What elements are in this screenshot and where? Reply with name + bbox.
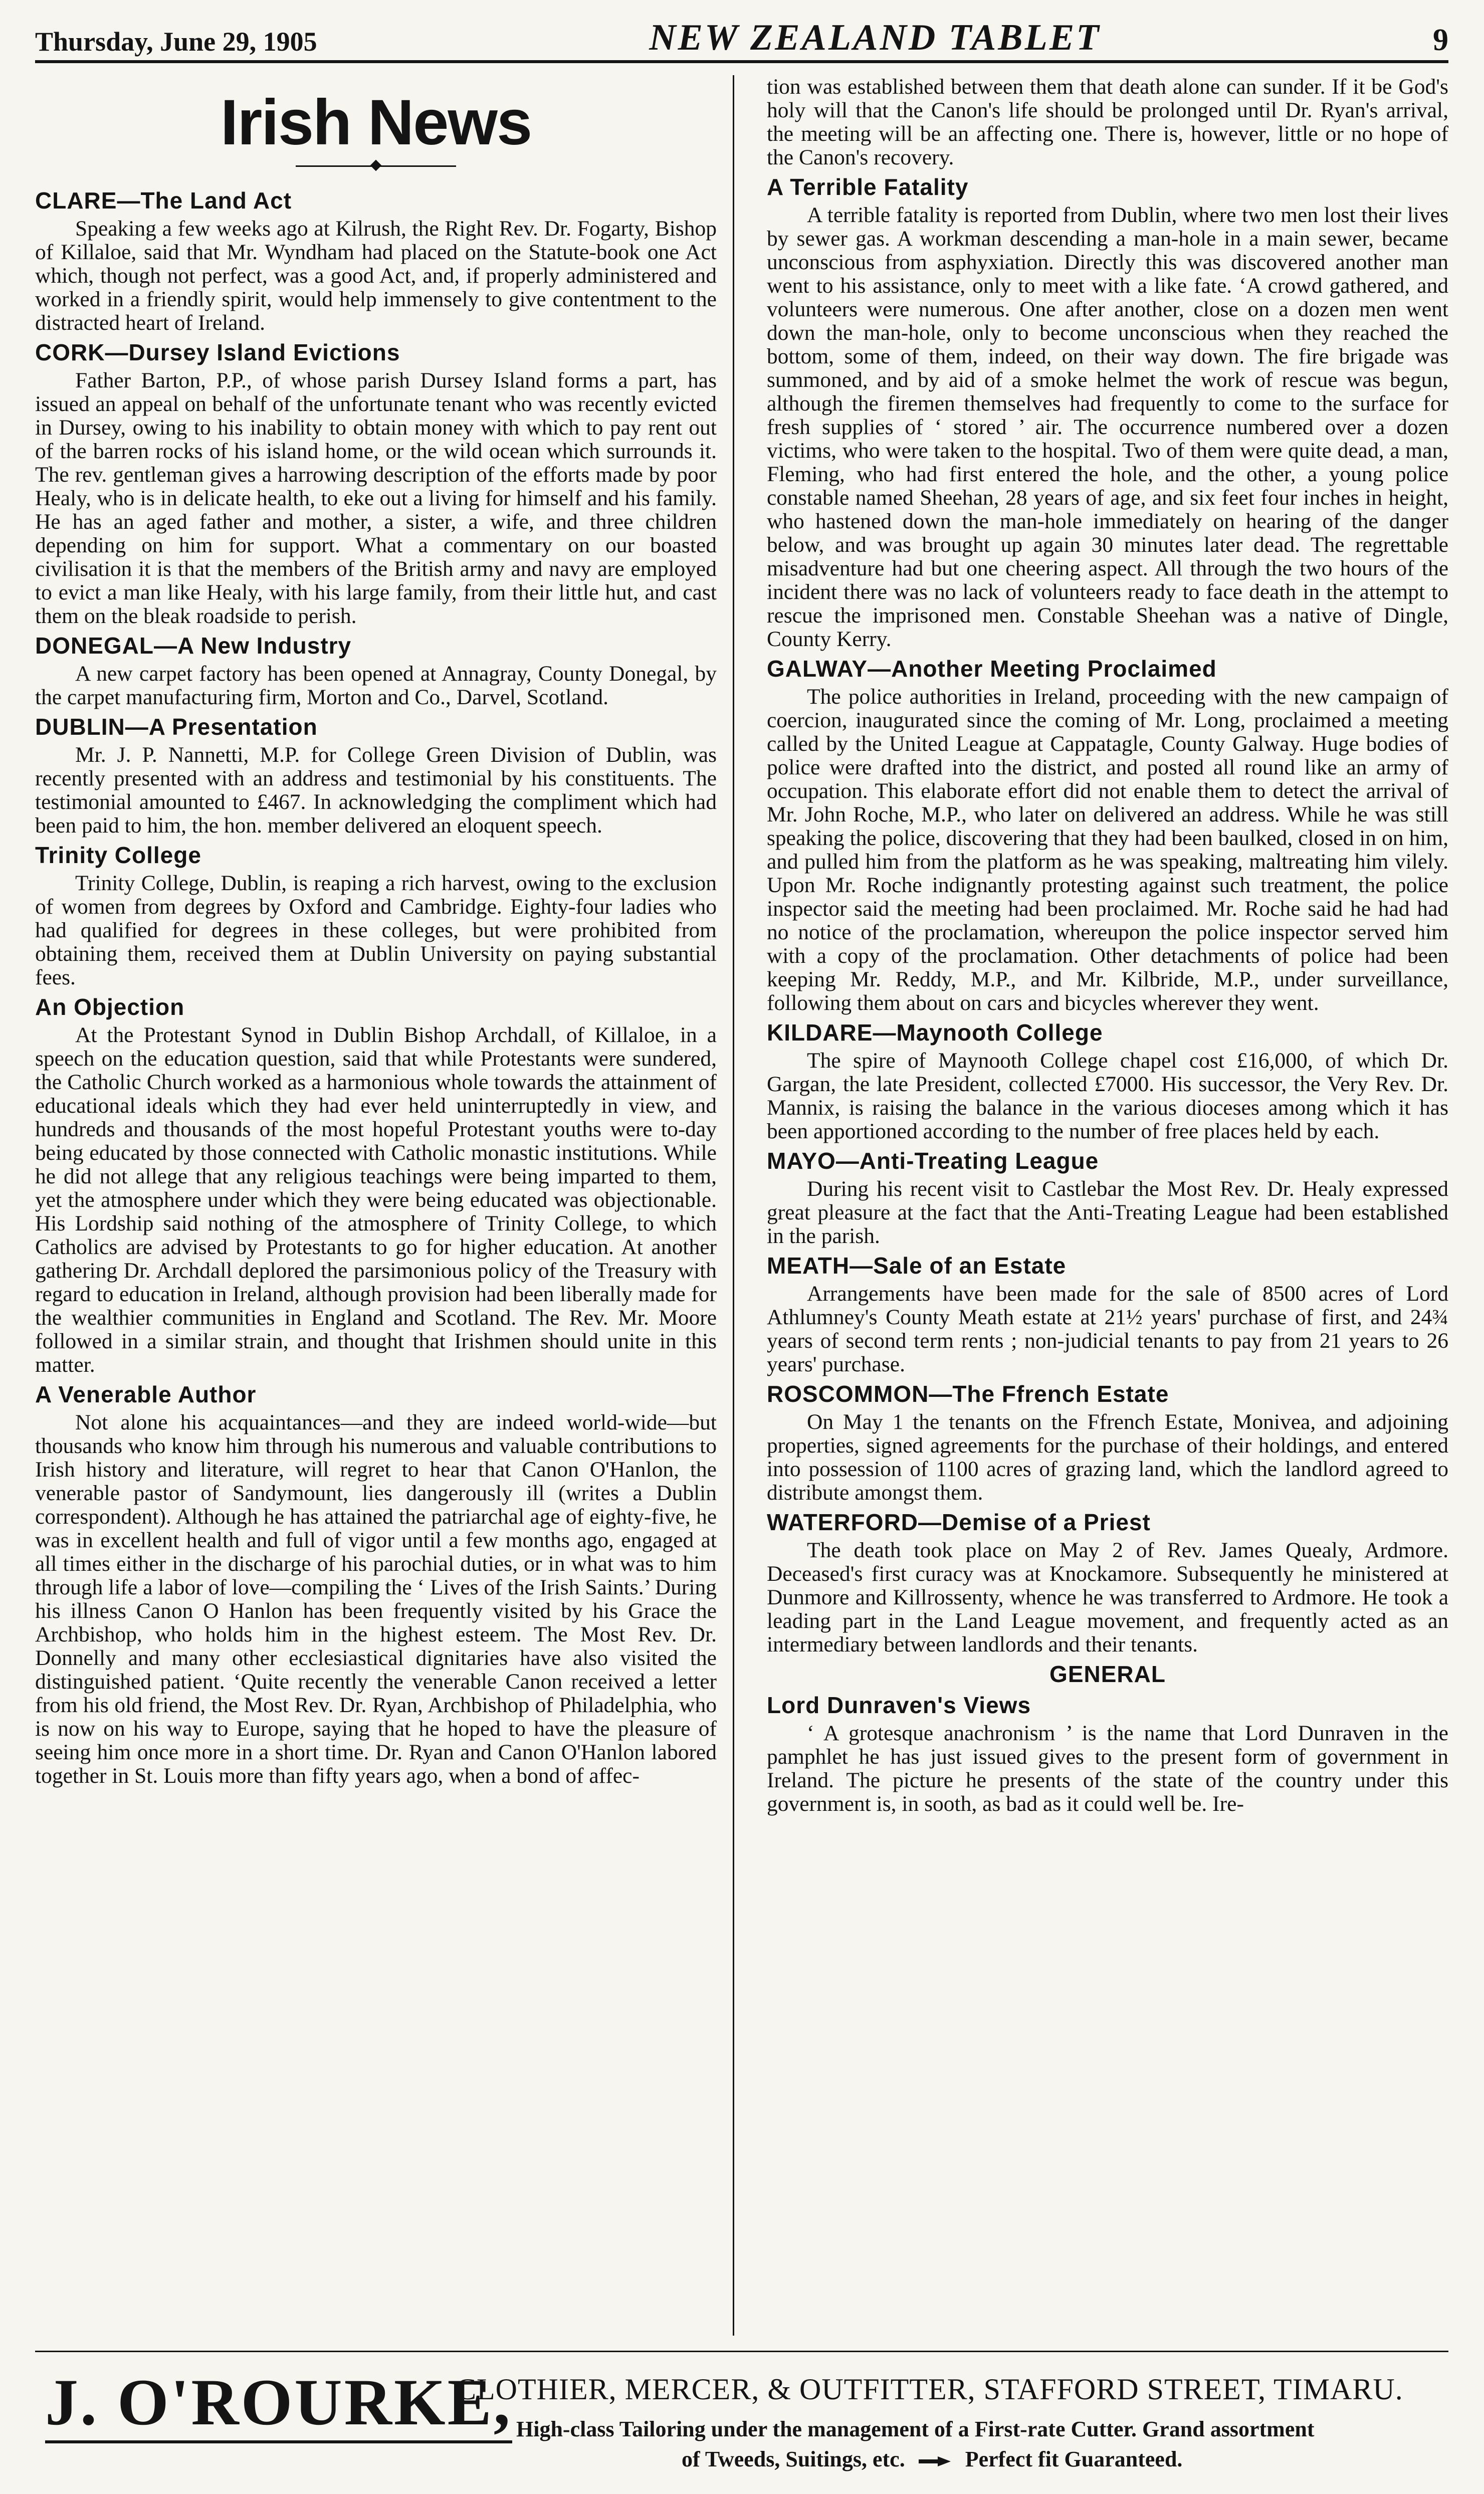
article-paragraph: Speaking a few weeks ago at Kilrush, the Right Rev. Dr. Fogarty, Bishop of Killaloe, said that Mr. Wyndham had placed on the Statute-book one Act which, though not perfect, was a good Act, and, if properly administered and worked in a friendly spirit, would help immensely to give contentment to the distracted heart of Ireland. (35, 217, 717, 335)
article-paragraph: Mr. J. P. Nannetti, M.P. for College Green Division of Dublin, was recently presented with an address and testimonial by his constituents. The testimonial amounted to £467. In acknowledging the compliment which had been paid to him, the hon. member delivered an eloquent speech. (35, 743, 717, 838)
article-paragraph: tion was established between them that death alone can sunder. If it be God's holy will that the Canon's life should be prolonged until Dr. Ryan's arrival, the meeting will be an affecting one. There is, however, little or no hope of the Canon's recovery. (767, 75, 1448, 169)
right-column (767, 75, 1448, 2331)
column-divider (733, 75, 734, 2336)
section-heading: GALWAY—Another Meeting Proclaimed (767, 656, 1217, 682)
section-heading: A Venerable Author (35, 1381, 257, 1407)
section-heading: CLARE—The Land Act (35, 187, 292, 214)
left-column (35, 75, 717, 2331)
advert-trades: CLOTHIER, MERCER, & OUTFITTER, STAFFORD STREET, TIMARU. (456, 2373, 1403, 2406)
article-paragraph: Father Barton, P.P., of whose parish Dursey Island forms a part, has issued an appeal on behalf of the unfortunate tenant who was recently evicted in Dursey, owing to his inability to obtain money with which to pay rent out of the barren rocks of his island home, or the wild ocean which surrounds it. The rev. gentleman gives a harrowing description of the efforts made by poor Healy, who is in delicate health, to eke out a living for himself and his family. He has an aged father and mother, a sister, a wife, and three children depending on him for support. What a commentary on our boasted civilisation it is that the members of the British army and navy are employed to evict a man like Healy, with his large family, from their little hut, and cast them on the bleak roadside to perish. (35, 368, 717, 628)
section-heading: DUBLIN—A Presentation (35, 714, 318, 740)
section-heading: DONEGAL—A New Industry (35, 633, 352, 659)
article-paragraph: At the Protestant Synod in Dublin Bishop Archdall, of Killaloe, in a speech on the education question, said that while Protestants were sundered, the Catholic Church worked as a harmonious whole towards the attainment of educational ideals which they had ever held uninterruptedly in view, and hundreds and thousands of the most hopeful Protestant youths were to-day being educated by those connected with Catholic monastic institutions. While he did not allege that any religious teachings were being imparted to them, yet the atmosphere under which they were being educated was objectionable. His Lordship said nothing of the atmosphere of Trinity College, to which Catholics are advised by Protestants to go for higher education. At another gathering Dr. Archdall deplored the parsimonious policy of the Treasury with regard to education in Ireland, although provision had been liberally made for the wealthier communities in England and Scotland. The Rev. Mr. Moore followed in a similar strain, and thought that Irishmen should unite in this matter. (35, 1023, 717, 1377)
page-number: 9 (1433, 23, 1448, 57)
article-paragraph: The spire of Maynooth College chapel cost £16,000, of which Dr. Gargan, the late President, collected £7000. His successor, the Very Rev. Dr. Mannix, is raising the balance in the various dioceses among which it has been apportioned according to the number of free places held by each. (767, 1049, 1448, 1143)
section-heading: ROSCOMMON—The Ffrench Estate (767, 1381, 1169, 1407)
section-heading: A Terrible Fatality (767, 174, 969, 200)
section-heading: Lord Dunraven's Views (767, 1692, 1031, 1718)
article-paragraph: The police authorities in Ireland, proceeding with the new campaign of coercion, inaugurated since the coming of Mr. Long, proclaimed a meeting called by the United League at Cappatagle, County Galway. Huge bodies of police were drafted into the district, and posted all round like an army of occupation. This elaborate effort did not enable them to detect the arrival of Mr. John Roche, M.P., who later on delivered an address. While he was still speaking the police, discovering that they had been baulked, closed in on him, and pulled him from the platform as he was speaking, maltreating him vilely. Upon Mr. Roche indignantly protesting against such treatment, the police inspector said the meeting had been proclaimed. Mr. Roche said he had had no notice of the proclamation, whereupon the police inspector served him with a copy of the proclamation. Other detachments of police had been keeping Mr. Reddy, M.P., and Mr. Kilbride, M.P., under surveillance, following them about on cars and bicycles wherever they went. (767, 685, 1448, 1015)
advertisement (35, 2351, 1448, 2482)
article-paragraph: Trinity College, Dublin, is reaping a rich harvest, owing to the exclusion of women from degrees by Oxford and Cambridge. Eighty-four ladies who had qualified for degrees in these colleges, but were prohibited from obtaining them, received them at Dublin University on paying substantial fees. (35, 871, 717, 989)
advert-tweeds-line (682, 2446, 1182, 2472)
section-heading: MEATH—Sale of an Estate (767, 1253, 1067, 1279)
advert-tweeds: of Tweeds, Suitings, etc. (682, 2447, 905, 2471)
publication-title: NEW ZEALAND TABLET (649, 17, 1101, 58)
article-paragraph: During his recent visit to Castlebar the Most Rev. Dr. Healy expressed great pleasure at the fact that the Anti-Treating League had been established in the parish. (767, 1177, 1448, 1248)
title-ornament (296, 165, 456, 167)
article-paragraph: ‘ A grotesque anachronism ’ is the name that Lord Dunraven in the pamphlet he has just issued gives to the present form of government in Ireland. The picture he presents of the state of the country under this government is, in sooth, as bad as it could well be. Ire- (767, 1721, 1448, 1816)
issue-date: Thursday, June 29, 1905 (35, 27, 317, 57)
pointing-hand-icon (918, 2454, 953, 2468)
section-heading: CORK—Dursey Island Evictions (35, 339, 400, 365)
masthead (35, 7, 1448, 63)
section-heading: Trinity College (35, 842, 201, 868)
article-paragraph: On May 1 the tenants on the Ffrench Estate, Monivea, and adjoining properties, signed agreements for the purchase of their holdings, and entered into possession of 1100 acres of grazing land, which the landlord agreed to distribute amongst them. (767, 1410, 1448, 1505)
section-heading: An Objection (35, 994, 185, 1020)
section-heading: KILDARE—Maynooth College (767, 1019, 1103, 1046)
section-heading: GENERAL (1049, 1661, 1166, 1687)
right-article-flow (767, 75, 1448, 1816)
section-heading: MAYO—Anti-Treating League (767, 1148, 1099, 1174)
article-paragraph: Not alone his acquaintances—and they are indeed world-wide—but thousands who know him through his numerous and valuable contributions to Irish history and literature, will regret to hear that Canon O'Hanlon, the venerable pastor of Sandymount, lies dangerously ill (writes a Dublin correspondent). Although he has attained the patriarchal age of eighty-five, he was in excellent health and full of vigor until a few months ago, engaged at all times either in the discharge of his parochial duties, or in what was to him through life a labor of love—compiling the ‘ Lives of the Irish Saints.’ During his illness Canon O Hanlon has been frequently visited by his Grace the Archbishop, who holds him in the highest esteem. The Most Rev. Dr. Donnelly and many other ecclesiastical dignitaries have also visited the distinguished patient. ‘Quite recently the venerable Canon received a letter from his old friend, the Most Rev. Dr. Ryan, Archbishop of Philadelphia, who is now on his way to Europe, saying that he hoped to have the pleasure of seeing him once more in a short time. Dr. Ryan and Canon O'Hanlon labored together in St. Louis more than fifty years ago, when a bond of affec- (35, 1410, 717, 1788)
section-heading: WATERFORD—Demise of a Priest (767, 1509, 1151, 1535)
article-paragraph: The death took place on May 2 of Rev. James Quealy, Ardmore. Deceased's first curacy was at Knockamore. Subsequently he ministered at Dunmore and Killrossenty, whence he was transferred to Ardmore. He took a leading part in the Land League movement, and frequently acted as an intermediary between landlords and their tenants. (767, 1538, 1448, 1656)
article-paragraph: A terrible fatality is reported from Dublin, where two men lost their lives by sewer gas. A workman descending a man-hole in a main sewer, became unconscious from asphyxiation. Directly this was discovered another man went to his assistance, only to meet with a like fate. ‘A crowd gathered, and volunteers were numerous. One after another, close on a dozen men went down the man-hole, only to become unconscious when they reached the bottom, some of them, indeed, on their way down. The fire brigade was summoned, and by aid of a smoke helmet the work of rescue was begun, although the firemen themselves had frequently to come to the surface for fresh supplies of ‘ stored ’ air. The occurrence numbered over a dozen victims, who were taken to the hospital. Two of them were quite dead, a man, Fleming, who had first entered the hole, and the other, a young police constable named Sheehan, 28 years of age, and six feet four inches in height, who hastened down the man-hole immediately on hearing of the danger below, and was brought up again 30 minutes later dead. The regrettable misadventure had but one cheering aspect. All through the two hours of the incident there was no lack of volunteers ready to face death in the attempt to rescue the imprisoned men. Constable Sheehan was a native of Dingle, County Kerry. (767, 203, 1448, 651)
left-article-flow (35, 187, 717, 1788)
article-paragraph: Arrangements have been made for the sale of 8500 acres of Lord Athlumney's County Meath estate at 21½ years' purchase of first, and 24¾ years of second term rents ; non-judicial tenants to pay from 21 years to 26 years' purchase. (767, 1282, 1448, 1376)
article-paragraph: A new carpet factory has been opened at Annagray, County Donegal, by the carpet manufacturing firm, Morton and Co., Darvel, Scotland. (35, 662, 717, 709)
diamond-ornament-icon (370, 160, 382, 171)
page-title: Irish News (220, 87, 532, 158)
advert-tailoring: High-class Tailoring under the management of a First-rate Cutter. Grand assortment (516, 2417, 1315, 2441)
advert-guarantee: Perfect fit Guaranteed. (965, 2447, 1183, 2471)
advertiser-name: J. O'ROURKE, (45, 2367, 512, 2443)
